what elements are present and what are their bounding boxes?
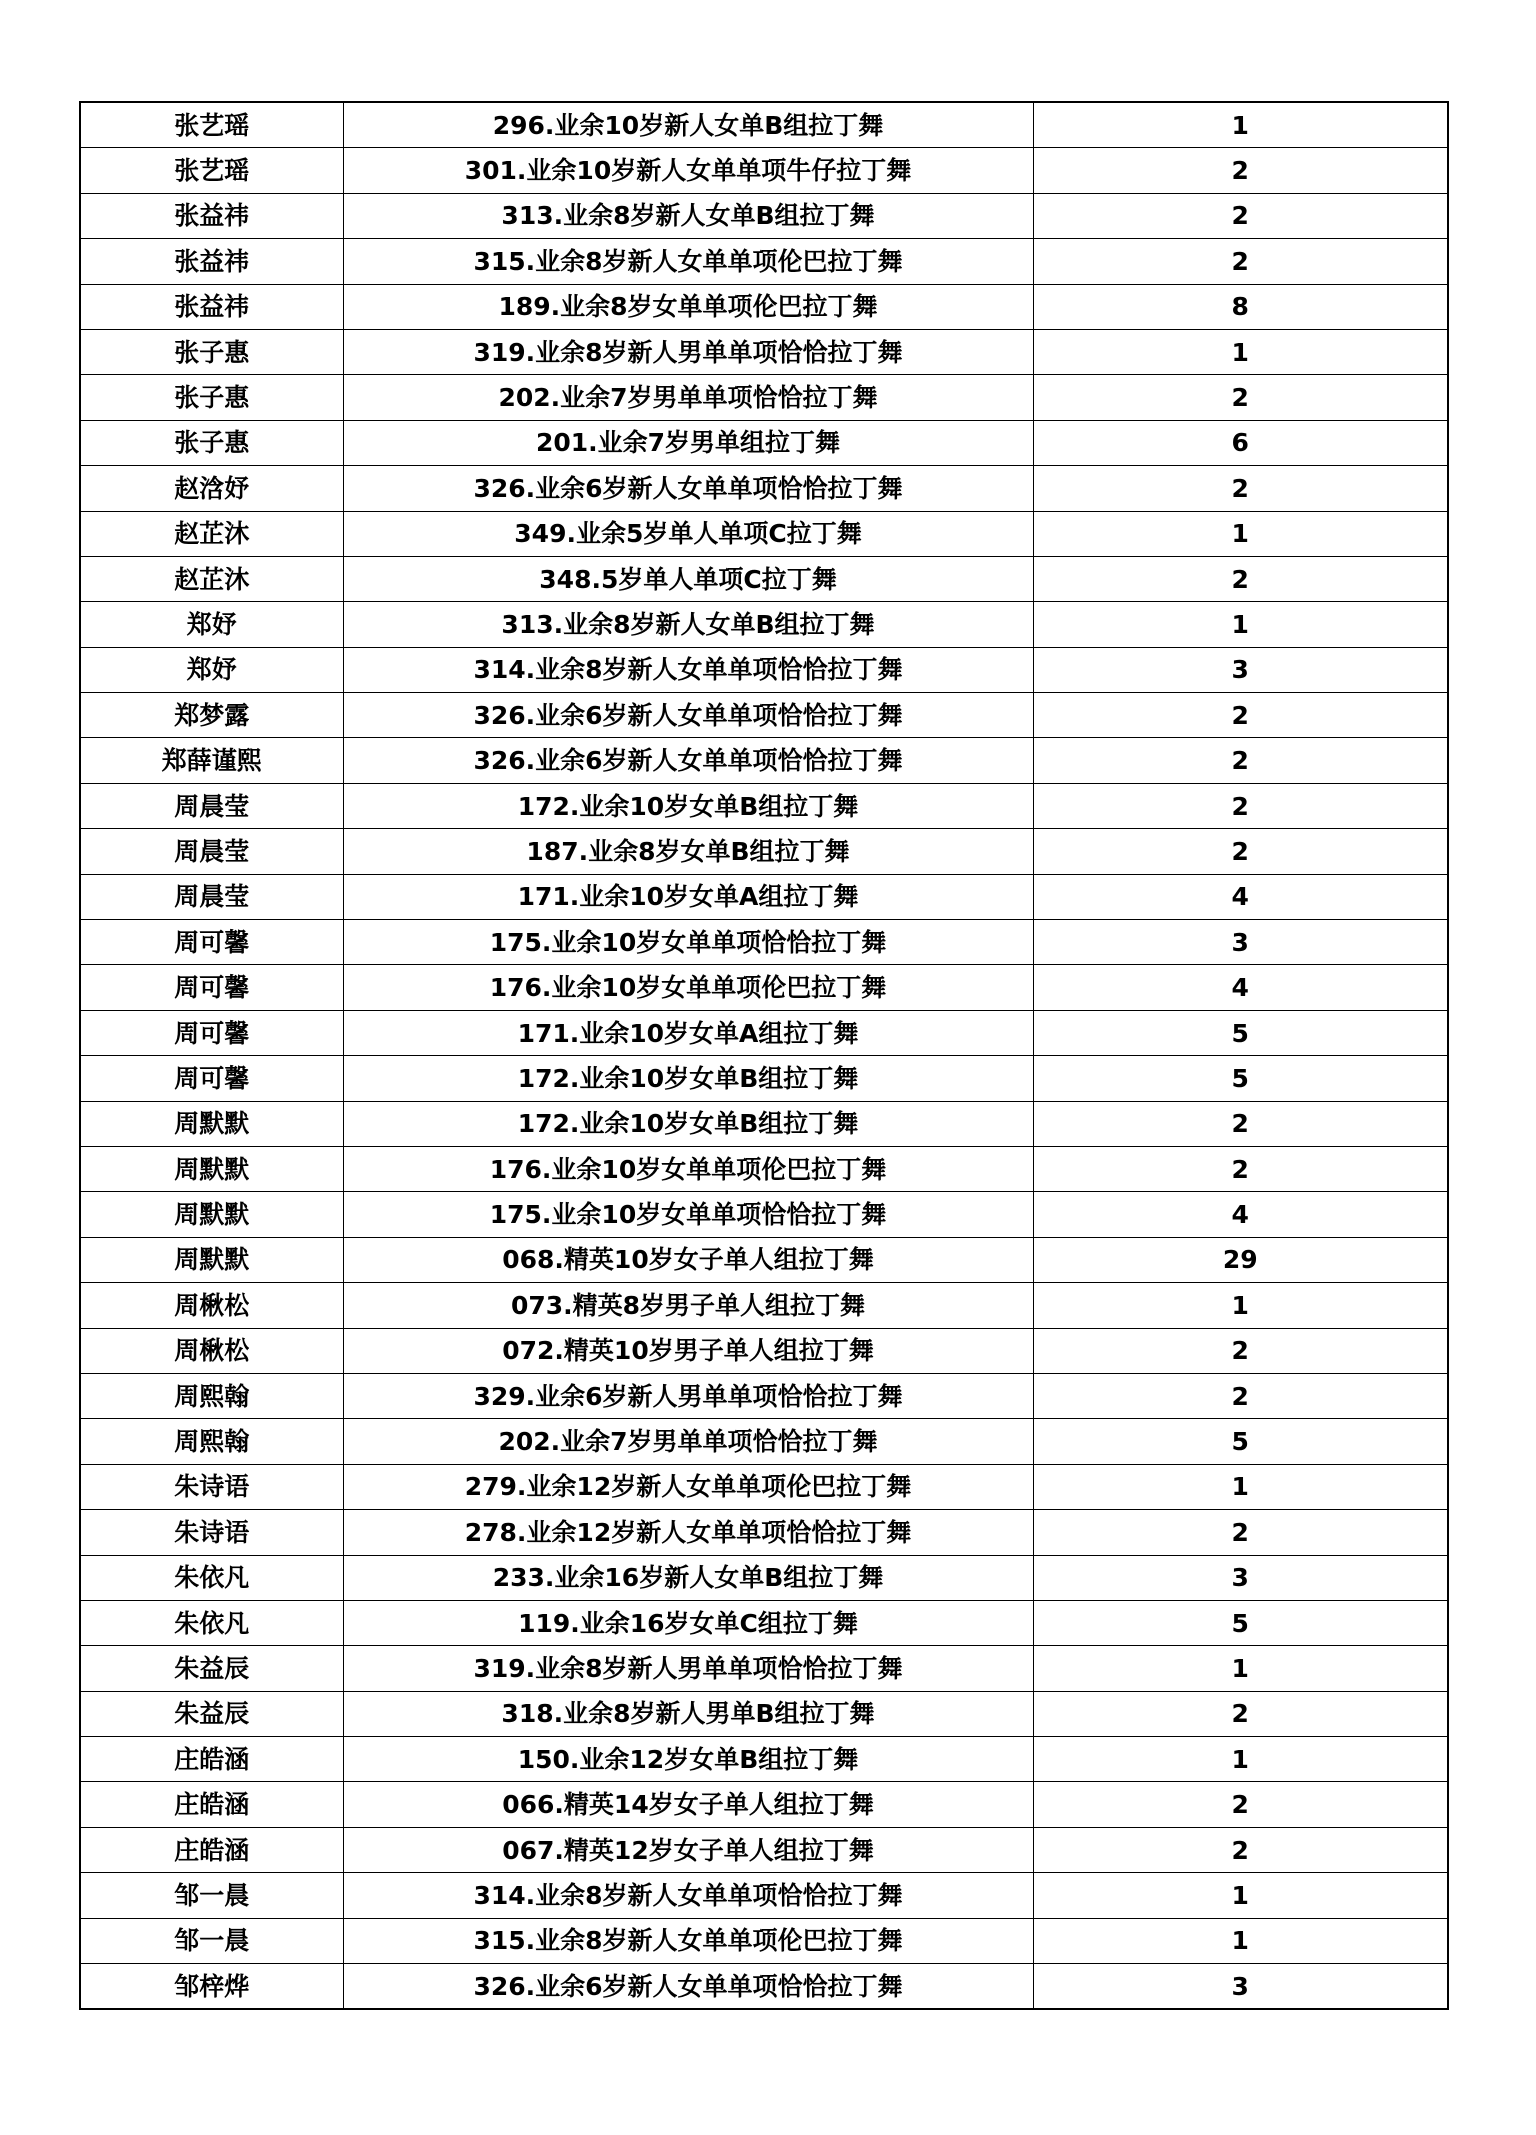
competitor-name-cell: 张子惠 <box>80 420 343 465</box>
competitor-name-cell: 周晨莹 <box>80 829 343 874</box>
event-cell: 315.业余8岁新人女单单项伦巴拉丁舞 <box>343 239 1033 284</box>
table-row <box>80 1827 1448 1872</box>
rank-cell: 2 <box>1033 829 1448 874</box>
rank-cell: 4 <box>1033 1192 1448 1237</box>
rank-cell: 29 <box>1033 1237 1448 1282</box>
event-cell: 150.业余12岁女单B组拉丁舞 <box>343 1737 1033 1782</box>
event-cell: 201.业余7岁男单组拉丁舞 <box>343 420 1033 465</box>
rank-cell: 3 <box>1033 1555 1448 1600</box>
event-cell: 073.精英8岁男子单人组拉丁舞 <box>343 1283 1033 1328</box>
event-cell: 176.业余10岁女单单项伦巴拉丁舞 <box>343 1146 1033 1191</box>
competitor-name-cell: 庄皓涵 <box>80 1827 343 1872</box>
competitor-name-cell: 张艺瑶 <box>80 102 343 148</box>
competitor-name-cell: 赵浛妤 <box>80 466 343 511</box>
competitor-name-cell: 张益祎 <box>80 193 343 238</box>
competitor-name-cell: 邹一晨 <box>80 1873 343 1918</box>
table-row <box>80 920 1448 965</box>
table-row <box>80 647 1448 692</box>
event-cell: 314.业余8岁新人女单单项恰恰拉丁舞 <box>343 647 1033 692</box>
table-row <box>80 1873 1448 1918</box>
event-cell: 067.精英12岁女子单人组拉丁舞 <box>343 1827 1033 1872</box>
event-cell: 119.业余16岁女单C组拉丁舞 <box>343 1600 1033 1645</box>
competitor-name-cell: 庄皓涵 <box>80 1782 343 1827</box>
competitor-name-cell: 张子惠 <box>80 375 343 420</box>
table-row <box>80 1101 1448 1146</box>
table-row <box>80 1464 1448 1509</box>
rank-cell: 1 <box>1033 102 1448 148</box>
rank-cell: 1 <box>1033 1918 1448 1963</box>
competitor-name-cell: 周默默 <box>80 1101 343 1146</box>
event-cell: 171.业余10岁女单A组拉丁舞 <box>343 874 1033 919</box>
competitor-name-cell: 郑妤 <box>80 602 343 647</box>
rank-cell: 2 <box>1033 148 1448 193</box>
rank-cell: 5 <box>1033 1010 1448 1055</box>
rank-cell: 1 <box>1033 1283 1448 1328</box>
competitor-name-cell: 周晨莹 <box>80 874 343 919</box>
results-table-body <box>80 102 1448 2009</box>
rank-cell: 5 <box>1033 1419 1448 1464</box>
table-row <box>80 466 1448 511</box>
rank-cell: 8 <box>1033 284 1448 329</box>
table-row <box>80 965 1448 1010</box>
event-cell: 172.业余10岁女单B组拉丁舞 <box>343 1056 1033 1101</box>
rank-cell: 3 <box>1033 920 1448 965</box>
table-row <box>80 148 1448 193</box>
table-row <box>80 1283 1448 1328</box>
rank-cell: 1 <box>1033 329 1448 374</box>
competitor-name-cell: 朱诗语 <box>80 1464 343 1509</box>
rank-cell: 2 <box>1033 1328 1448 1373</box>
rank-cell: 1 <box>1033 1873 1448 1918</box>
event-cell: 315.业余8岁新人女单单项伦巴拉丁舞 <box>343 1918 1033 1963</box>
rank-cell: 2 <box>1033 783 1448 828</box>
event-cell: 326.业余6岁新人女单单项恰恰拉丁舞 <box>343 738 1033 783</box>
rank-cell: 2 <box>1033 239 1448 284</box>
table-row <box>80 783 1448 828</box>
event-cell: 072.精英10岁男子单人组拉丁舞 <box>343 1328 1033 1373</box>
event-cell: 202.业余7岁男单单项恰恰拉丁舞 <box>343 375 1033 420</box>
competitor-name-cell: 郑妤 <box>80 647 343 692</box>
rank-cell: 1 <box>1033 511 1448 556</box>
table-row <box>80 1510 1448 1555</box>
competitor-name-cell: 郑薛谨熙 <box>80 738 343 783</box>
competitor-name-cell: 赵芷沐 <box>80 511 343 556</box>
competitor-name-cell: 周默默 <box>80 1237 343 1282</box>
table-row <box>80 239 1448 284</box>
rank-cell: 3 <box>1033 647 1448 692</box>
event-cell: 187.业余8岁女单B组拉丁舞 <box>343 829 1033 874</box>
rank-cell: 2 <box>1033 1827 1448 1872</box>
rank-cell: 5 <box>1033 1056 1448 1101</box>
rank-cell: 2 <box>1033 1510 1448 1555</box>
table-row <box>80 1646 1448 1691</box>
competitor-name-cell: 周可馨 <box>80 965 343 1010</box>
event-cell: 313.业余8岁新人女单B组拉丁舞 <box>343 193 1033 238</box>
competitor-name-cell: 邹梓烨 <box>80 1964 343 2010</box>
rank-cell: 2 <box>1033 193 1448 238</box>
table-row <box>80 420 1448 465</box>
table-row <box>80 1737 1448 1782</box>
table-row <box>80 102 1448 148</box>
table-row <box>80 375 1448 420</box>
rank-cell: 1 <box>1033 1646 1448 1691</box>
event-cell: 176.业余10岁女单单项伦巴拉丁舞 <box>343 965 1033 1010</box>
event-cell: 319.业余8岁新人男单单项恰恰拉丁舞 <box>343 329 1033 374</box>
table-row <box>80 556 1448 601</box>
event-cell: 172.业余10岁女单B组拉丁舞 <box>343 783 1033 828</box>
competitor-name-cell: 周默默 <box>80 1146 343 1191</box>
table-row <box>80 1192 1448 1237</box>
competitor-name-cell: 周楸松 <box>80 1283 343 1328</box>
event-cell: 313.业余8岁新人女单B组拉丁舞 <box>343 602 1033 647</box>
rank-cell: 2 <box>1033 1101 1448 1146</box>
competitor-name-cell: 周可馨 <box>80 1010 343 1055</box>
rank-cell: 5 <box>1033 1600 1448 1645</box>
competitor-name-cell: 张益祎 <box>80 239 343 284</box>
competitor-name-cell: 朱益辰 <box>80 1646 343 1691</box>
rank-cell: 3 <box>1033 1964 1448 2010</box>
table-row <box>80 1691 1448 1736</box>
table-row <box>80 1600 1448 1645</box>
competitor-name-cell: 周可馨 <box>80 1056 343 1101</box>
rank-cell: 1 <box>1033 1737 1448 1782</box>
competitor-name-cell: 周晨莹 <box>80 783 343 828</box>
event-cell: 202.业余7岁男单单项恰恰拉丁舞 <box>343 1419 1033 1464</box>
event-cell: 301.业余10岁新人女单单项牛仔拉丁舞 <box>343 148 1033 193</box>
event-cell: 278.业余12岁新人女单单项恰恰拉丁舞 <box>343 1510 1033 1555</box>
table-row <box>80 1146 1448 1191</box>
table-row <box>80 193 1448 238</box>
competitor-name-cell: 张艺瑶 <box>80 148 343 193</box>
event-cell: 175.业余10岁女单单项恰恰拉丁舞 <box>343 920 1033 965</box>
rank-cell: 4 <box>1033 874 1448 919</box>
event-cell: 068.精英10岁女子单人组拉丁舞 <box>343 1237 1033 1282</box>
event-cell: 349.业余5岁单人单项C拉丁舞 <box>343 511 1033 556</box>
table-row <box>80 511 1448 556</box>
competitor-name-cell: 周楸松 <box>80 1328 343 1373</box>
event-cell: 314.业余8岁新人女单单项恰恰拉丁舞 <box>343 1873 1033 1918</box>
table-row <box>80 1782 1448 1827</box>
event-cell: 296.业余10岁新人女单B组拉丁舞 <box>343 102 1033 148</box>
table-row <box>80 1419 1448 1464</box>
results-table <box>79 101 1449 2010</box>
rank-cell: 6 <box>1033 420 1448 465</box>
table-row <box>80 1964 1448 2010</box>
event-cell: 326.业余6岁新人女单单项恰恰拉丁舞 <box>343 466 1033 511</box>
rank-cell: 2 <box>1033 1782 1448 1827</box>
rank-cell: 2 <box>1033 375 1448 420</box>
event-cell: 066.精英14岁女子单人组拉丁舞 <box>343 1782 1033 1827</box>
rank-cell: 1 <box>1033 602 1448 647</box>
event-cell: 189.业余8岁女单单项伦巴拉丁舞 <box>343 284 1033 329</box>
table-row <box>80 829 1448 874</box>
competitor-name-cell: 朱益辰 <box>80 1691 343 1736</box>
event-cell: 348.5岁单人单项C拉丁舞 <box>343 556 1033 601</box>
competitor-name-cell: 周熙翰 <box>80 1419 343 1464</box>
competitor-name-cell: 张子惠 <box>80 329 343 374</box>
competitor-name-cell: 周熙翰 <box>80 1373 343 1418</box>
table-row <box>80 874 1448 919</box>
rank-cell: 2 <box>1033 556 1448 601</box>
competitor-name-cell: 张益祎 <box>80 284 343 329</box>
table-row <box>80 1328 1448 1373</box>
event-cell: 326.业余6岁新人女单单项恰恰拉丁舞 <box>343 1964 1033 2010</box>
event-cell: 172.业余10岁女单B组拉丁舞 <box>343 1101 1033 1146</box>
event-cell: 279.业余12岁新人女单单项伦巴拉丁舞 <box>343 1464 1033 1509</box>
rank-cell: 1 <box>1033 1464 1448 1509</box>
table-row <box>80 693 1448 738</box>
event-cell: 318.业余8岁新人男单B组拉丁舞 <box>343 1691 1033 1736</box>
competitor-name-cell: 朱诗语 <box>80 1510 343 1555</box>
rank-cell: 2 <box>1033 1146 1448 1191</box>
rank-cell: 2 <box>1033 693 1448 738</box>
competitor-name-cell: 邹一晨 <box>80 1918 343 1963</box>
table-row <box>80 1373 1448 1418</box>
competitor-name-cell: 庄皓涵 <box>80 1737 343 1782</box>
event-cell: 319.业余8岁新人男单单项恰恰拉丁舞 <box>343 1646 1033 1691</box>
rank-cell: 2 <box>1033 1691 1448 1736</box>
table-row <box>80 1555 1448 1600</box>
competitor-name-cell: 赵芷沐 <box>80 556 343 601</box>
event-cell: 233.业余16岁新人女单B组拉丁舞 <box>343 1555 1033 1600</box>
table-row <box>80 329 1448 374</box>
event-cell: 329.业余6岁新人男单单项恰恰拉丁舞 <box>343 1373 1033 1418</box>
competitor-name-cell: 朱依凡 <box>80 1600 343 1645</box>
table-row <box>80 738 1448 783</box>
table-row <box>80 284 1448 329</box>
rank-cell: 2 <box>1033 1373 1448 1418</box>
competitor-name-cell: 周默默 <box>80 1192 343 1237</box>
table-row <box>80 1918 1448 1963</box>
event-cell: 326.业余6岁新人女单单项恰恰拉丁舞 <box>343 693 1033 738</box>
rank-cell: 2 <box>1033 466 1448 511</box>
table-row <box>80 602 1448 647</box>
table-row <box>80 1237 1448 1282</box>
rank-cell: 2 <box>1033 738 1448 783</box>
rank-cell: 4 <box>1033 965 1448 1010</box>
competitor-name-cell: 郑梦露 <box>80 693 343 738</box>
competitor-name-cell: 朱依凡 <box>80 1555 343 1600</box>
event-cell: 171.业余10岁女单A组拉丁舞 <box>343 1010 1033 1055</box>
table-row <box>80 1010 1448 1055</box>
table-row <box>80 1056 1448 1101</box>
competitor-name-cell: 周可馨 <box>80 920 343 965</box>
event-cell: 175.业余10岁女单单项恰恰拉丁舞 <box>343 1192 1033 1237</box>
